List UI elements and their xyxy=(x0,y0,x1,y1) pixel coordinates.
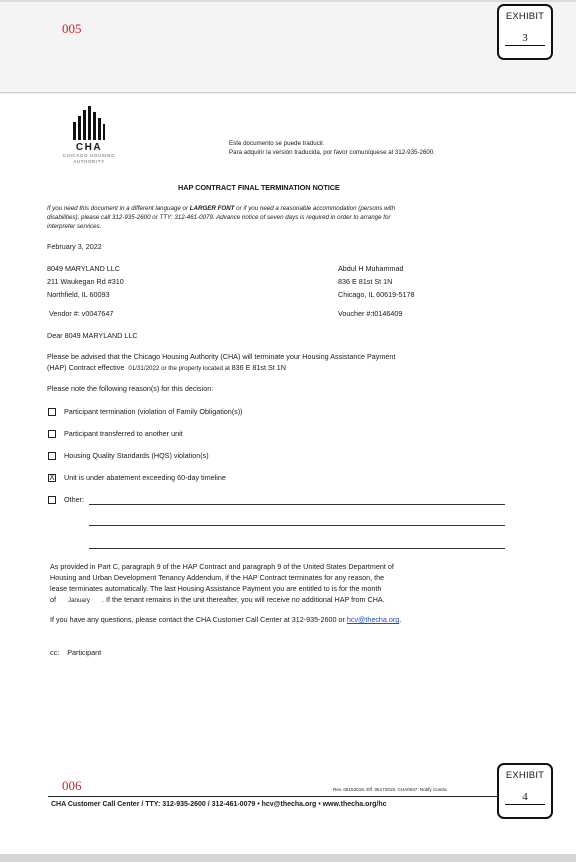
exhibit-number: 3 xyxy=(505,32,545,46)
provided-line-1: As provided in Part C, paragraph 9 of the HAP Contract and paragraph 9 of the United States Department of xyxy=(50,562,394,571)
owner-city: Northfield, IL 60093 xyxy=(47,290,110,299)
salutation: Dear 8049 MARYLAND LLC xyxy=(47,331,138,340)
provided-line-2: Housing and Urban Development Tenancy Addendum, if the HAP Contract terminates for any reason, the xyxy=(50,573,385,582)
owner-street: 211 Waukegan Rd #310 xyxy=(47,277,124,286)
cc-line: cc: Participant xyxy=(50,648,102,657)
language-notice-line-3: interpreter services. xyxy=(47,223,102,230)
bates-number-top: 005 xyxy=(62,21,82,36)
voucher-number: Voucher #:t0146409 xyxy=(338,309,403,318)
email-link[interactable]: hcv@thecha.org xyxy=(346,615,400,624)
provided-line-3: lease terminates automatically. The last Housing Assistance Payment you are entitled to is for the month xyxy=(50,584,382,593)
footer-rule xyxy=(48,796,528,797)
questions-line: If you have any questions, please contact the CHA Customer Call Center at 312-935-2600 or hcv@thecha.org. xyxy=(50,615,402,624)
exhibit-number-bottom: 4 xyxy=(505,791,545,805)
reason-label-3: Housing Quality Standards (HQS) violation(s) xyxy=(64,451,209,460)
tenant-name: Abdul H Muhammad xyxy=(338,264,404,273)
other-line-1 xyxy=(89,504,505,505)
logo-subtext-2: AUTHORITY xyxy=(73,159,105,164)
bates-number-bottom: 006 xyxy=(62,778,82,793)
reason-checkbox-5[interactable] xyxy=(48,496,56,504)
reason-checkbox-1[interactable] xyxy=(48,408,56,416)
document-title: HAP CONTRACT FINAL TERMINATION NOTICE xyxy=(178,183,340,192)
reason-checkbox-4[interactable]: X xyxy=(49,473,55,482)
language-notice-line-2: disabilities), please call 312-935-2600 or TTY: 312-461-0079. Advance notice of seven days is required in order to arrange for xyxy=(47,214,391,221)
previous-page-bottom xyxy=(0,0,576,93)
spanish-notice-2: Para adquirir la versión traducida, por favor comuníquese al 312-935-2600. xyxy=(229,149,436,156)
vendor-number: Vendor #: v0047647 xyxy=(49,309,114,318)
logo-text: CHA xyxy=(75,142,103,153)
provided-line-4: of January . If the tenant remains in the unit thereafter, you will receive no additional HAP from CHA. xyxy=(50,595,385,604)
footer-contact: CHA Customer Call Center / TTY: 312-935-2600 / 312-461-0079 • hcv@thecha.org • www.thecha.org/hc xyxy=(51,801,387,808)
next-page-edge xyxy=(0,854,576,862)
reason-label-2: Participant transferred to another unit xyxy=(64,429,183,438)
advise-line-2: (HAP) Contract effective 01/31/2022 or the property located at 836 E 81st St 1N xyxy=(47,363,286,372)
spanish-notice-1: Este documento se puede traducir. xyxy=(229,140,325,147)
reason-checkbox-3[interactable] xyxy=(48,452,56,460)
notice-date: February 3, 2022 xyxy=(47,242,102,251)
revision-note: Rev. 05152019, Eff. 05172019, CHA0047: Notify Contra xyxy=(333,787,447,792)
reasons-intro: Please note the following reason(s) for this decision: xyxy=(47,384,214,393)
other-line-3 xyxy=(89,548,505,549)
other-line-2 xyxy=(89,525,505,526)
exhibit-stamp-top xyxy=(497,4,553,60)
reason-checkbox-2[interactable] xyxy=(48,430,56,438)
reason-label-5: Other: xyxy=(64,495,84,504)
advise-line-1: Please be advised that the Chicago Housing Authority (CHA) will terminate your Housing Assistance Payment xyxy=(47,352,396,361)
tenant-street: 836 E 81st St 1N xyxy=(338,277,393,286)
logo-subtext-1: CHICAGO HOUSING xyxy=(62,153,116,158)
language-notice-line-1: If you need this document in a different language or LARGER FONT or if you need a reasonable accommodation (persons with xyxy=(47,205,396,212)
reason-label-1: Participant termination (violation of Family Obligation(s)) xyxy=(64,407,243,416)
page-edge xyxy=(0,0,576,2)
exhibit-label: EXHIBIT xyxy=(505,11,545,22)
cha-logo xyxy=(62,106,116,165)
owner-name: 8049 MARYLAND LLC xyxy=(47,264,120,273)
exhibit-stamp-bottom xyxy=(497,763,553,819)
tenant-city: Chicago, IL 60619-5178 xyxy=(338,290,415,299)
document-page xyxy=(0,94,576,854)
cha-building-icon xyxy=(72,106,106,140)
reason-label-4: Unit is under abatement exceeding 60-day timeline xyxy=(64,473,226,482)
exhibit-label-bottom: EXHIBIT xyxy=(505,770,545,781)
